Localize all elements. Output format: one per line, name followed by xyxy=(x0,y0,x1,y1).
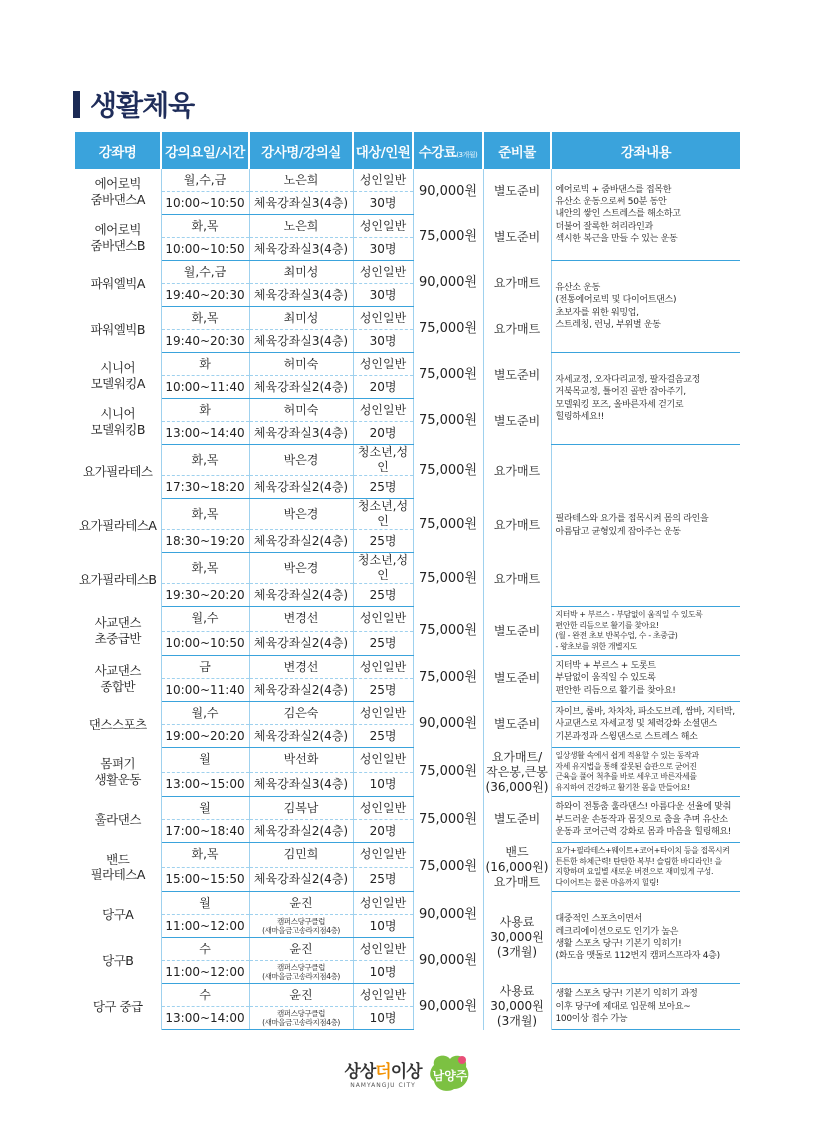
course-room: 캠퍼스당구클럽 (새마을금고송라지점4층) xyxy=(249,1007,353,1030)
course-fee: 90,000원 xyxy=(413,261,483,307)
course-room: 체육강좌실2(4층) xyxy=(249,476,353,499)
course-room: 체육강좌실3(4층) xyxy=(249,192,353,215)
course-time: 11:00~12:00 xyxy=(161,915,249,938)
course-capacity: 20명 xyxy=(353,422,413,445)
course-fee: 75,000원 xyxy=(413,353,483,399)
course-instructor: 변경선 xyxy=(249,656,353,679)
course-prep: 요가매트 xyxy=(483,553,551,607)
course-target: 청소년,성인 xyxy=(353,445,413,476)
course-prep: 요가매트 xyxy=(483,307,551,353)
course-fee: 90,000원 xyxy=(413,169,483,215)
course-day: 화,목 xyxy=(161,215,249,238)
course-target: 성인일반 xyxy=(353,307,413,330)
course-fee: 75,000원 xyxy=(413,748,483,797)
course-description: 필라테스와 요가를 접목시켜 몸의 라인을 아름답고 균형있게 잡아주는 운동 xyxy=(551,445,740,607)
course-capacity: 25명 xyxy=(353,476,413,499)
course-prep: 별도준비 xyxy=(483,656,551,702)
course-day: 월,수 xyxy=(161,607,249,632)
course-row xyxy=(75,748,740,773)
course-row xyxy=(75,892,740,915)
course-time: 15:00~15:50 xyxy=(161,867,249,892)
course-room: 체육강좌실3(4층) xyxy=(249,238,353,261)
course-row xyxy=(75,607,740,632)
course-instructor: 김복남 xyxy=(249,797,353,820)
course-day: 화,목 xyxy=(161,499,249,530)
title-bar-mark xyxy=(73,91,80,118)
course-target: 성인일반 xyxy=(353,702,413,725)
course-day: 월,수,금 xyxy=(161,261,249,284)
course-capacity: 25명 xyxy=(353,631,413,656)
course-fee: 90,000원 xyxy=(413,702,483,748)
course-prep: 사용료 30,000원 (3개월) xyxy=(483,984,551,1030)
course-target: 성인일반 xyxy=(353,607,413,632)
course-name: 당구 중급 xyxy=(75,984,161,1030)
course-day: 화,목 xyxy=(161,843,249,868)
course-instructor: 윤진 xyxy=(249,984,353,1007)
course-instructor: 최미성 xyxy=(249,307,353,330)
course-fee: 75,000원 xyxy=(413,499,483,553)
course-target: 청소년,성인 xyxy=(353,499,413,530)
course-capacity: 30명 xyxy=(353,238,413,261)
course-room: 체육강좌실2(4층) xyxy=(249,584,353,607)
course-instructor: 박은경 xyxy=(249,553,353,584)
course-row xyxy=(75,445,740,476)
course-fee: 90,000원 xyxy=(413,938,483,984)
course-day: 월,수 xyxy=(161,702,249,725)
course-day: 화 xyxy=(161,399,249,422)
header-course: 강좌명 xyxy=(75,132,161,169)
course-description: 대중적인 스포츠이면서 레크리에이션으로도 인기가 높은 생활 스포츠 당구! 기본기 익히기! (화도읍 맷돌로 112번지 캠퍼스프라자 4층) xyxy=(551,892,740,984)
course-fee: 75,000원 xyxy=(413,843,483,892)
course-description: 유산소 운동 (전통에어로빅 및 다이어트댄스) 초보자를 위한 워밍업, 스트레칭, 런닝, 부위별 운동 xyxy=(551,261,740,353)
course-day: 월 xyxy=(161,892,249,915)
course-day: 화,목 xyxy=(161,553,249,584)
course-capacity: 20명 xyxy=(353,820,413,843)
course-prep: 별도준비 xyxy=(483,353,551,399)
course-day: 수 xyxy=(161,938,249,961)
header-description: 강좌내용 xyxy=(551,132,740,169)
city-name: NAMYANGJU CITY xyxy=(350,1082,416,1089)
course-prep: 별도준비 xyxy=(483,215,551,261)
course-row xyxy=(75,656,740,679)
course-room: 체육강좌실2(4층) xyxy=(249,725,353,748)
course-capacity: 30명 xyxy=(353,330,413,353)
course-instructor: 윤진 xyxy=(249,892,353,915)
course-description: 하와이 전통춤 훌라댄스! 아름다운 선율에 맞춰 부드러운 손동작과 몸짓으로 춤을 추며 유산소 운동과 코어근력 강화로 몸과 마음을 힐링해요! xyxy=(551,797,740,843)
course-fee: 90,000원 xyxy=(413,984,483,1030)
course-capacity: 10명 xyxy=(353,961,413,984)
slogan-part-b: 더 xyxy=(375,1062,391,1082)
course-day: 월,수,금 xyxy=(161,169,249,192)
city-slogan-logo xyxy=(344,1057,421,1089)
slogan-text xyxy=(344,1057,421,1082)
course-target: 성인일반 xyxy=(353,169,413,192)
course-room: 체육강좌실3(4층) xyxy=(249,772,353,797)
course-time: 11:00~12:00 xyxy=(161,961,249,984)
course-fee: 75,000원 xyxy=(413,399,483,445)
course-row xyxy=(75,843,740,868)
course-row xyxy=(75,353,740,376)
course-room: 체육강좌실2(4층) xyxy=(249,820,353,843)
course-time: 10:00~11:40 xyxy=(161,376,249,399)
course-description: 지터박 + 부르스 - 부담없이 움직일 수 있도록 편안한 리듬으로 활기를 찾아요! (월 - 완전 초보 반복수업, 수 - 초중급) - 왕초보를 위한 개별지도 xyxy=(551,607,740,656)
course-prep: 별도준비 xyxy=(483,399,551,445)
course-prep: 별도준비 xyxy=(483,797,551,843)
course-time: 19:00~20:20 xyxy=(161,725,249,748)
course-fee: 75,000원 xyxy=(413,553,483,607)
course-fee: 90,000원 xyxy=(413,892,483,938)
course-description: 자이브, 룸바, 차차차, 파소도브레, 쌈바, 지터박, 사교댄스로 자세교정 및 체력강화 소셜댄스 기본과정과 스윙댄스로 스트레스 해소 xyxy=(551,702,740,748)
course-fee: 75,000원 xyxy=(413,656,483,702)
course-instructor: 박선화 xyxy=(249,748,353,773)
course-capacity: 10명 xyxy=(353,772,413,797)
course-name: 사교댄스 초중급반 xyxy=(75,607,161,656)
course-room: 캠퍼스당구클럽 (새마을금고송라지점4층) xyxy=(249,915,353,938)
table-header-row xyxy=(75,132,740,169)
header-target: 대상/인원 xyxy=(353,132,413,169)
course-capacity: 10명 xyxy=(353,915,413,938)
header-schedule: 강의요일/시간 xyxy=(161,132,249,169)
course-row xyxy=(75,797,740,820)
header-fee-period: (3개월) xyxy=(456,150,478,159)
slogan-part-c: 이상 xyxy=(390,1062,422,1082)
course-target: 성인일반 xyxy=(353,656,413,679)
course-fee: 75,000원 xyxy=(413,445,483,499)
course-prep: 사용료 30,000원 (3개월) xyxy=(483,892,551,984)
course-target: 성인일반 xyxy=(353,353,413,376)
course-name: 에어로빅 줌바댄스A xyxy=(75,169,161,215)
header-fee-label: 수강료 xyxy=(418,144,457,161)
course-name: 파워엘빅A xyxy=(75,261,161,307)
course-room: 체육강좌실3(4층) xyxy=(249,422,353,445)
course-prep: 별도준비 xyxy=(483,169,551,215)
course-row xyxy=(75,702,740,725)
course-instructor: 윤진 xyxy=(249,938,353,961)
course-description: 자세교정, 오자다리교정, 팔자걸음교정 거북목교정, 틀어진 골반 잡아주기, 모델워킹 포즈, 올바른자세 걷기로 힐링하세요!! xyxy=(551,353,740,445)
course-capacity: 10명 xyxy=(353,1007,413,1030)
course-prep: 요가매트 xyxy=(483,499,551,553)
page-heading xyxy=(73,84,194,124)
course-capacity: 25명 xyxy=(353,584,413,607)
course-target: 성인일반 xyxy=(353,261,413,284)
course-capacity: 30명 xyxy=(353,284,413,307)
course-row xyxy=(75,984,740,1007)
course-row xyxy=(75,261,740,284)
course-instructor: 최미성 xyxy=(249,261,353,284)
course-time: 10:00~10:50 xyxy=(161,631,249,656)
course-capacity: 25명 xyxy=(353,725,413,748)
course-room: 체육강좌실2(4층) xyxy=(249,376,353,399)
course-instructor: 김민희 xyxy=(249,843,353,868)
course-day: 화,목 xyxy=(161,445,249,476)
course-description: 지터박 + 부르스 + 도롯트 부담없이 움직일 수 있도록 편안한 리듬으로 활기를 찾아요! xyxy=(551,656,740,702)
course-name: 훌라댄스 xyxy=(75,797,161,843)
course-time: 19:30~20:20 xyxy=(161,584,249,607)
course-description: 생활 스포츠 당구! 기본기 익히기 과정 이후 당구에 제대로 입문해 보아요~ 100이상 접수 가능 xyxy=(551,984,740,1030)
course-name: 요가필라테스 xyxy=(75,445,161,499)
course-name: 시니어 모델워킹B xyxy=(75,399,161,445)
course-name: 요가필라테스B xyxy=(75,553,161,607)
course-day: 수 xyxy=(161,984,249,1007)
course-prep: 밴드 (16,000원) 요가매트 xyxy=(483,843,551,892)
course-prep: 별도준비 xyxy=(483,702,551,748)
course-time: 18:30~19:20 xyxy=(161,530,249,553)
course-target: 성인일반 xyxy=(353,843,413,868)
course-time: 13:00~15:00 xyxy=(161,772,249,797)
footer-logo xyxy=(0,1048,816,1098)
course-name: 당구A xyxy=(75,892,161,938)
course-time: 10:00~10:50 xyxy=(161,192,249,215)
course-name: 몸펴기 생활운동 xyxy=(75,748,161,797)
course-prep: 요가매트 xyxy=(483,261,551,307)
course-description: 요가+필라테스+웨이트+코어+타이치 등을 접목시켜 튼튼한 하체근력! 탄탄한 복부! 슬림한 바디라인! 을 지향하며 요일별 새로운 버전으로 재미있게 구성. 다이어트는 물론 마음까지 힐링! xyxy=(551,843,740,892)
course-room: 캠퍼스당구클럽 (새마을금고송라지점4층) xyxy=(249,961,353,984)
course-time: 10:00~11:40 xyxy=(161,679,249,702)
namyangju-badge-icon xyxy=(428,1051,472,1095)
course-capacity: 25명 xyxy=(353,679,413,702)
course-name: 댄스스포츠 xyxy=(75,702,161,748)
course-instructor: 김은숙 xyxy=(249,702,353,725)
course-prep: 요가매트/ 작은봉,큰봉 (36,000원) xyxy=(483,748,551,797)
course-name: 밴드 필라테스A xyxy=(75,843,161,892)
course-time: 13:00~14:40 xyxy=(161,422,249,445)
course-description: 일상생활 속에서 쉽게 적용할 수 있는 동작과 자세 유지법을 통해 잘못된 습관으로 굳어진 근육을 풀어 척추를 바로 세우고 바른자세를 유지하여 건강하고 활기찬 몸을 만들어요! xyxy=(551,748,740,797)
slogan-part-a: 상상 xyxy=(344,1062,376,1082)
course-name: 당구B xyxy=(75,938,161,984)
course-name: 시니어 모델워킹A xyxy=(75,353,161,399)
course-capacity: 25명 xyxy=(353,867,413,892)
course-prep: 요가매트 xyxy=(483,445,551,499)
course-instructor: 허미숙 xyxy=(249,353,353,376)
course-name: 사교댄스 종합반 xyxy=(75,656,161,702)
course-day: 월 xyxy=(161,748,249,773)
course-time: 19:40~20:30 xyxy=(161,284,249,307)
course-name: 에어로빅 줌바댄스B xyxy=(75,215,161,261)
course-time: 10:00~10:50 xyxy=(161,238,249,261)
course-capacity: 25명 xyxy=(353,530,413,553)
course-room: 체육강좌실2(4층) xyxy=(249,631,353,656)
course-instructor: 노은희 xyxy=(249,169,353,192)
course-time: 17:00~18:40 xyxy=(161,820,249,843)
course-room: 체육강좌실3(4층) xyxy=(249,284,353,307)
course-time: 17:30~18:20 xyxy=(161,476,249,499)
course-target: 성인일반 xyxy=(353,938,413,961)
header-instructor: 강사명/강의실 xyxy=(249,132,353,169)
badge-text: 남양주 xyxy=(432,1069,467,1083)
course-fee: 75,000원 xyxy=(413,797,483,843)
course-instructor: 박은경 xyxy=(249,445,353,476)
course-target: 성인일반 xyxy=(353,984,413,1007)
course-instructor: 박은경 xyxy=(249,499,353,530)
header-fee xyxy=(413,132,483,169)
course-target: 성인일반 xyxy=(353,215,413,238)
course-instructor: 노은희 xyxy=(249,215,353,238)
course-room: 체육강좌실2(4층) xyxy=(249,530,353,553)
course-capacity: 30명 xyxy=(353,192,413,215)
course-day: 화,목 xyxy=(161,307,249,330)
course-capacity: 20명 xyxy=(353,376,413,399)
course-instructor: 변경선 xyxy=(249,607,353,632)
course-day: 금 xyxy=(161,656,249,679)
course-target: 성인일반 xyxy=(353,399,413,422)
page-title: 생활체육 xyxy=(90,89,195,122)
course-time: 13:00~14:00 xyxy=(161,1007,249,1030)
course-target: 성인일반 xyxy=(353,748,413,773)
course-instructor: 허미숙 xyxy=(249,399,353,422)
course-fee: 75,000원 xyxy=(413,215,483,261)
course-fee: 75,000원 xyxy=(413,607,483,656)
course-room: 체육강좌실2(4층) xyxy=(249,679,353,702)
course-target: 성인일반 xyxy=(353,797,413,820)
course-prep: 별도준비 xyxy=(483,607,551,656)
course-name: 요가필라테스A xyxy=(75,499,161,553)
course-day: 월 xyxy=(161,797,249,820)
course-room: 체육강좌실2(4층) xyxy=(249,867,353,892)
course-target: 청소년,성인 xyxy=(353,553,413,584)
header-prep: 준비물 xyxy=(483,132,551,169)
course-name: 파워엘빅B xyxy=(75,307,161,353)
course-time: 19:40~20:30 xyxy=(161,330,249,353)
course-day: 화 xyxy=(161,353,249,376)
course-schedule-table xyxy=(75,132,740,1030)
course-target: 성인일반 xyxy=(353,892,413,915)
course-description: 에어로빅 + 줌바댄스를 접목한 유산소 운동으로써 50분 동안 내안의 쌓인 스트레스를 해소하고 더불어 잘록한 허리라인과 섹시한 복근을 만들 수 있는 운동 xyxy=(551,169,740,261)
course-rows xyxy=(75,169,740,1030)
course-row xyxy=(75,169,740,192)
course-fee: 75,000원 xyxy=(413,307,483,353)
course-room: 체육강좌실3(4층) xyxy=(249,330,353,353)
